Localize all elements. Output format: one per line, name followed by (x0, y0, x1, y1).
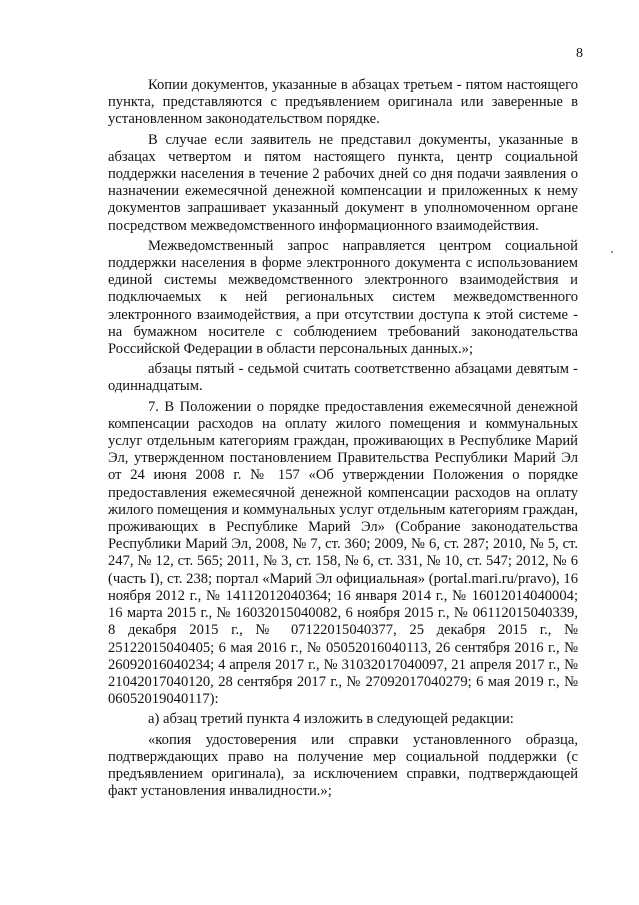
page-number: 8 (576, 46, 583, 61)
paragraph-subitem-a: а) абзац третий пункта 4 изложить в следующей редакции: (148, 711, 514, 728)
scan-speck (611, 251, 613, 253)
paragraph-copies: Копии документов, указанные в абзацах третьем - пятом настоящего пункта, представляются с предъявлением оригинала или заверенные в установленном законодательством порядке. (108, 77, 578, 128)
document-body (108, 77, 578, 803)
paragraph-new-wording: «копия удостоверения или справки установленного образца, подтверждающих право на получение мер социальной поддержки (с предъявлением оригинала), за исключением справки, подтверждающей факт установления инвалидности.»; (108, 731, 578, 800)
paragraph-renumbering: абзацы пятый - седьмой считать соответственно абзацами девятым - одиннадцатым. (108, 361, 578, 395)
paragraph-not-submitted: В случае если заявитель не представил документы, указанные в абзацах четвертом и пятом настоящего пункта, центр социальной поддержки населения в течение 2 рабочих дней со дня подачи заявления о назначении ежемесячной денежной компенсации и приложенных к нему документов запрашивает указанный документ в уполномоченном органе посредством межведомственного информационного взаимодействия. (108, 131, 578, 234)
paragraph-item-7: 7. В Положении о порядке предоставления ежемесячной денежной компенсации расходов на оплату жилого помещения и коммунальных услуг отдельным категориям граждан, проживающих в Республике Марий Эл, утвержденном постановлением Правительства Республики Марий Эл от 24 июня 2008 г. № 157 «Об утверждении Положения о порядке предоставления ежемесячной денежной компенсации расходов на оплату жилого помещения и коммунальных услуг отдельным категориям граждан, проживающих в Республике Марий Эл» (Собрание законодательства Республики Марий Эл, 2008, № 7, ст. 360; 2009, № 6, ст. 287; 2010, № 5, ст. 247, № 12, ст. 565; 2011, № 3, ст. 158, № 6, ст. 331, № 10, ст. 547; 2012, № 6 (часть I), ст. 238; портал «Марий Эл официальная» (portal.mari.ru/pravo), 16 ноября 2012 г., № 14112012040364; 16 января 2014 г., № 16012014040004; 16 марта 2015 г., № 16032015040082, 6 ноября 2015 г., № 06112015040339, 8 декабря 2015 г., № 07122015040377, 25 декабря 2015 г., № 25122015040405; 6 мая 2016 г., № 05052016040113, 26 сентября 2016 г., № 26092016040234; 4 апреля 2017 г., № 31032017040097, 21 апреля 2017 г., № 21042017040120, 28 сентября 2017 г., № 27092017040279; 6 мая 2019 г., № 06052019040117): (108, 398, 578, 708)
paragraph-interagency-request: Межведомственный запрос направляется центром социальной поддержки населения в форме электронного документа с использованием единой системы межведомственного электронного взаимодействия и подключаемых к ней региональных систем межведомственного электронного взаимодействия, а при отсутствии доступа к этой системе - на бумажном носителе с соблюдением требований законодательства Российской Федерации в области персональных данных.»; (108, 237, 578, 358)
